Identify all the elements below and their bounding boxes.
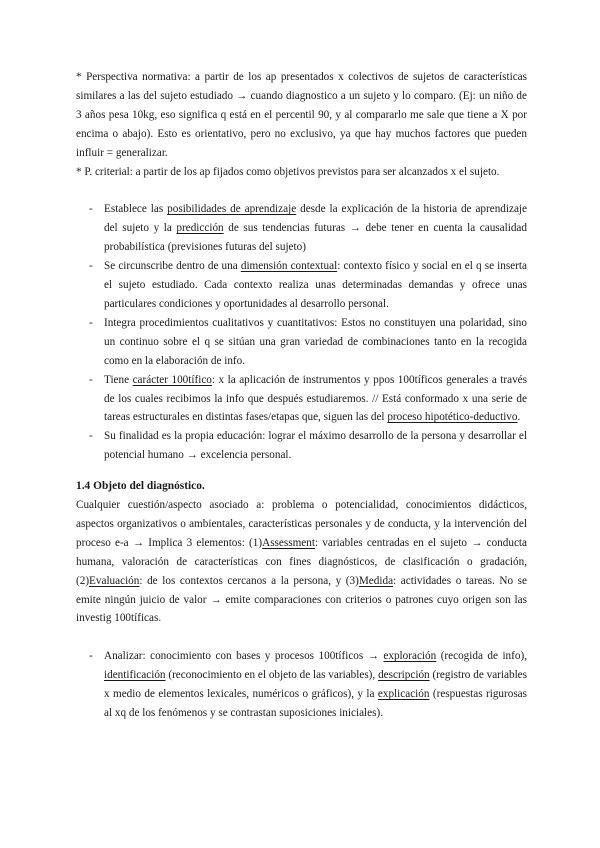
- underlined-term: Assessment: [262, 536, 315, 549]
- list-item: - Tiene carácter 100tífico: x la aplicación de instrumentos y ppos 100tíficos generales a través de los cuales recibimos la info que después estudiaremos. // Está conformado x una serie de tareas estructurales en distintas fases/etapas que, siguen las del proceso hipotético-deductivo.: [89, 373, 528, 424]
- characteristics-list: [76, 200, 527, 465]
- list-item: - Su finalidad es la propia educación: lograr el máximo desarrollo de la persona y desarrollar el potencial humano → excelencia personal.: [89, 430, 527, 462]
- underlined-term: explicación: [377, 688, 430, 701]
- list-item: - Se circunscribe dentro de una dimensión contextual: contexto físico y social en el q se inserta el sujeto estudiado. Cada contexto realiza unas determinadas demandas y ofrece unas particulares condiciones y oportunidades al desarrollo personal.: [89, 260, 527, 310]
- object-of-diagnosis-paragraph: Cualquier cuestión/aspecto asociado a: problema o potencialidad, conocimientos didácticos, aspectos organizativos o ambientales, características personales y de conducta, y la intervención del proceso e-a → Implica 3 elementos: (1)Assessment: variables centradas en el sujeto → conducta humana, valoración de características con fines diagnósticos, de clasificación o gradación, (2)Evaluación: de los contextos cercanos a la persona, y (3)Medida: actividades o tareas. No se emite ningún juicio de valor → emite comparaciones con criterios o patrones cuyo origen son las investig 100tíficas.: [76, 499, 527, 625]
- underlined-term: carácter 100tífico: [132, 373, 212, 386]
- underlined-term: identificación: [104, 669, 166, 682]
- analysis-list: [76, 647, 527, 723]
- spacer: [76, 465, 527, 477]
- criterial-perspective-paragraph: * P. criterial: a partir de los ap fijados como objetivos previstos para ser alcanzados x el sujeto.: [76, 165, 500, 178]
- document-body: [76, 68, 527, 723]
- underlined-term: proceso hipotético-deductivo: [387, 411, 518, 424]
- underlined-term: descripción: [378, 669, 430, 682]
- underlined-term: Evaluación: [89, 574, 140, 587]
- spacer: [76, 181, 527, 200]
- underlined-term: posibilidades de aprendizaje: [167, 203, 297, 216]
- list-item: - Analizar: conocimiento con bases y procesos 100tíficos → exploración (recogida de info), identificación (reconocimiento en el objeto de las variables), descripción (registro de variables x medio de elementos lexicales, numéricos o gráficos), y la explicación (respuestas rigurosas al xq de los fenómenos y se contrastan suposiciones iniciales).: [89, 650, 528, 720]
- underlined-term: predicción: [176, 222, 224, 235]
- underlined-term: dimensión contextual: [240, 260, 338, 273]
- list-item: - Establece las posibilidades de aprendizaje desde la explicación de la historia de aprendizaje del sujeto y la predicción de sus tendencias futuras → debe tener en cuenta la causalidad probabilística (previsiones futuras del sujeto): [89, 203, 527, 254]
- underlined-term: exploración: [383, 650, 437, 663]
- spacer: [76, 628, 527, 647]
- section-heading: 1.4 Objeto del diagnóstico.: [76, 480, 205, 493]
- underlined-term: Medida: [358, 574, 394, 587]
- list-item: - Integra procedimientos cualitativos y cuantitativos: Estos no constituyen una polaridad, sino un continuo sobre el q se sitúan una gran variedad de combinaciones tanto en la recogida como en la elaboración de info.: [89, 316, 527, 367]
- normative-perspective-paragraph: * Perspectiva normativa: a partir de los ap presentados x colectivos de sujetos de características similares a las del sujeto estudiado → cuando diagnostico a un sujeto y lo comparo. (Ej: un niño de 3 años pesa 10kg, eso significa q está en el percentil 90, y al compararlo me sale que tiene a X por encima o abajo). Esto es orientativo, pero no exclusivo, ya que hay muchos factores que pueden influir = generalizar.: [76, 71, 527, 159]
